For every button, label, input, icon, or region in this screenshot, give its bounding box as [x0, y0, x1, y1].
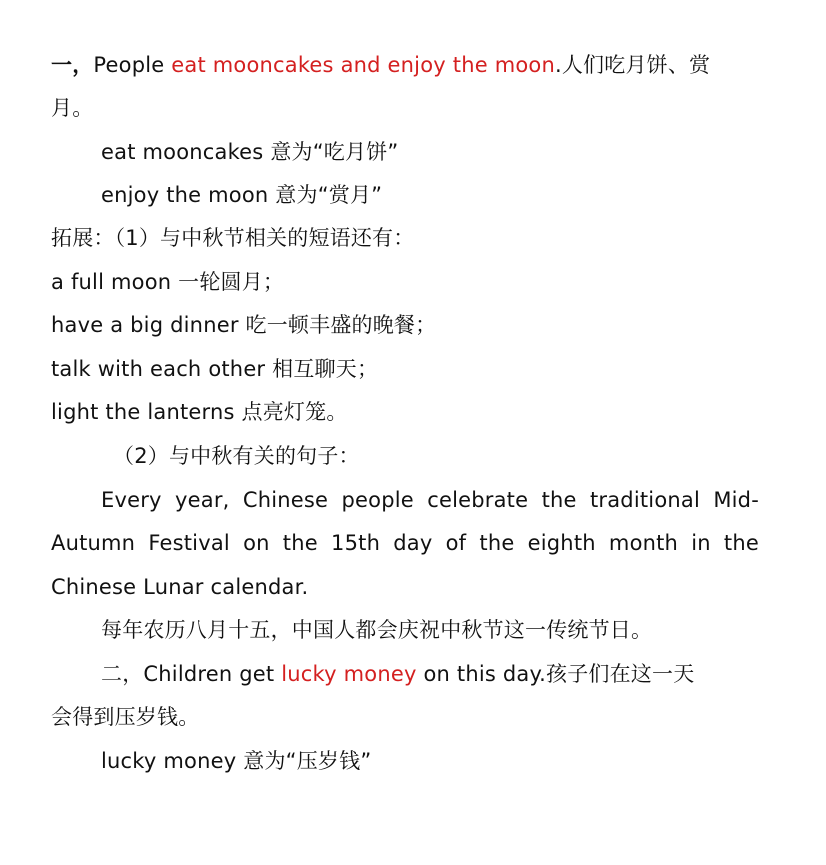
section2-continuation: 会得到压岁钱。 — [51, 705, 200, 729]
section1-phrase1: eat mooncakes 意为“吃月饼” — [101, 140, 399, 164]
sentence-en-line2: Autumn Festival on the 15th day of the eighth month in the — [51, 531, 759, 555]
expansion-item: have a big dinner 吃一顿丰盛的晚餐； — [51, 313, 437, 337]
section1-continuation: 月。 — [51, 96, 94, 120]
sentence-en-line1: Every year, Chinese people celebrate the traditional Mid- — [101, 488, 759, 512]
expansion-item: talk with each other 相互聊天； — [51, 357, 379, 381]
section2-highlight: lucky money — [281, 662, 417, 686]
expansion-title: 拓展：（1）与中秋节相关的短语还有： — [51, 226, 415, 250]
section1-number: 一， — [51, 53, 94, 77]
sentence-en-line3: Chinese Lunar calendar. — [51, 575, 309, 599]
section1-line — [51, 50, 710, 80]
section1-text-after: .人们吃月饼、赏 — [554, 53, 711, 77]
expansion-item: light the lanterns 点亮灯笼。 — [51, 400, 348, 424]
expansion-item: a full moon 一轮圆月； — [51, 270, 285, 294]
expansion-subtitle: （2）与中秋有关的句子： — [113, 444, 360, 468]
section2-number: 二， — [101, 662, 144, 686]
section2-text-after: on this day.孩子们在这一天 — [416, 662, 695, 686]
section1-text-before: People — [93, 53, 172, 77]
sentence-zh: 每年农历八月十五，中国人都会庆祝中秋节这一传统节日。 — [101, 618, 653, 642]
section2-phrase: lucky money 意为“压岁钱” — [101, 749, 372, 773]
section1-phrase2: enjoy the moon 意为“赏月” — [101, 183, 383, 207]
section2-text-before: Children get — [143, 662, 282, 686]
section2-line — [101, 659, 694, 689]
section1-highlight: eat mooncakes and enjoy the moon — [171, 53, 555, 77]
